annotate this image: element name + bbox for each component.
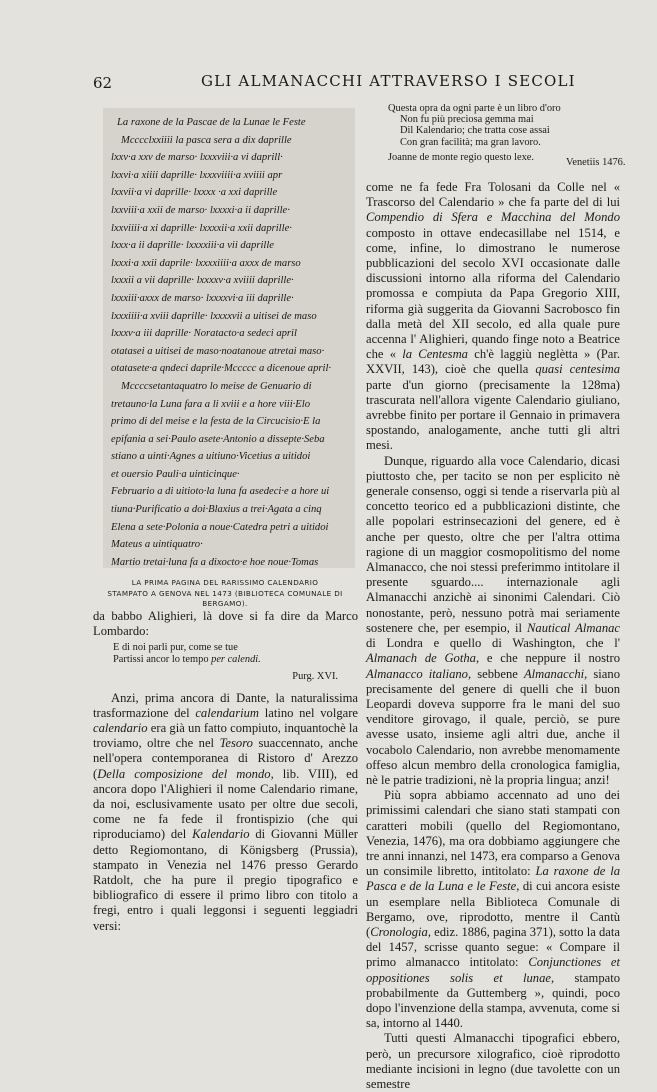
verse-line [113,654,358,666]
poem-line: Con gran facilità; ma gran lavoro. [400,136,541,148]
facsimile-line: lxxvi·a xiiii daprille· lxxxviiii·a xviiii apr [111,169,283,181]
facsimile-line: lxxxiii·axxx de marso· lxxxxvi·a iii daprille· [111,292,294,304]
caption-line: STAMPATO A GENOVA NEL 1473 (BIBLIOTECA COMUNALE DI BERGAMO). [107,588,343,608]
paragraph: come ne fa fede Fra Tolosani da Colle nel « Trascorso del Calendario » che fa parte del di lui Compendio di Sfera e Macchina del Mondo composto in ottave endecasillabe nel 1514, e come, infine, lo dimostrano le numerose pubblicazioni del secolo XVI occasionate dalle discussioni intorno alla riforma del Calendario promossa e compiuta da Papa Gregorio XIII, riforma già suggerita da Giovanni Sacrobosco fin dalla metà del XII secolo, ed alla quale pure accenna l' Alighieri, quando finge noto a Beatrice che « la Centesma ch'è laggiù neglètta » (Par. XXVII, 143), cioè che quella quasi centesima parte d'un giorno (precisamente la 128ma) trascurata nell'allora vigente Calendario giuliano, avrebbe finito per portare il Gennaio in primavera spostando, analogamente, anche tutti gli altri mesi. [366,180,621,453]
poem-line: Joanne de monte regio questo lexe. [388,151,535,163]
facsimile-line: Februario a di uitioto·la luna fa asedeci·e a hore ui [111,486,330,498]
facsimile-line: La raxone de la Pascae de la Lunae le Feste [117,117,306,128]
facsimile-line: lxxxv·a iii daprille· Noratacto·a sedeci april [111,328,297,340]
right-column [366,180,620,1092]
facsimile-line: lxxvii·a vi daprille· lxxxx ·a xxi daprille [111,187,278,199]
facsimile-line: stiano a uinti·Agnes a uitiuno·Vicetius a uitidoi [111,451,311,463]
facsimile-line: primo di del meise e la festa de la Circucisio·E la [111,416,321,428]
facsimile-line: tretauno·la Luna fara a li xviii e a hore viii·Elo [111,398,311,410]
facsimile-line: lxxviii·a xxii de marso· lxxxxi·a ii daprille· [111,204,290,216]
page-number: 62 [93,74,113,92]
facsimile-line: Mccccsetantaquatro lo meise de Genuario di [121,380,312,392]
verse-text-italic: per calendi. [211,654,261,666]
paragraph: Più sopra abbiamo accennato ad uno dei primissimi calendari che siano stati stampati con caratteri mobili (quello del Regiomontano, Venezia, 1476), ma ora dobbiamo aggiungere che tre anni innanzi, nel 1473, era comparso a Genova un consimile libretto, intitolato: La raxone de la Pasca e de la Luna e le Feste, di cui ancora esiste un esemplare nella Biblioteca Comunale di Bergamo, ove, riprodotto, mentre il Cantù (Cronologia, ediz. 1886, pagina 371), sotto la data del 1457, scrisse quanto segue: « Compare il primo almanacco intitolato: Conjunctiones et oppositiones solis et lunae, stampato probabilmente da Guttemberg », quindi, poco dopo l'invenzione della stampa, avvenuta, come si sa, intorno al 1440. [366,788,621,1031]
facsimile-line: lxxxiiii·a xviii daprille· lxxxxvii a uitisei de maso [111,310,317,322]
facsimile-line: Martio tretai·luna fa a dixocto·e hoe noue·Tomas [111,556,319,568]
verse-source: Purg. XVI. [292,671,338,683]
left-column [93,609,358,934]
poem-block [388,103,628,163]
facsimile-line: lxxx·a ii daprille· lxxxxiii·a vii daprille [111,240,274,252]
facsimile-line: lxxv·a xxv de marso· lxxxviii·a vi daprill· [111,152,283,164]
poem-line: Non fu più preciosa gemma mai [400,114,534,126]
facsimile-line: lxxxi·a xxii daprile· lxxxxiiii·a axxx de marso [111,257,301,269]
poem-line: Dil Kalendario; che tratta cose assai [400,125,550,137]
figure-caption [90,578,360,610]
facsimile-line: otatasei a uitisei de maso·noatanoue atretai maso· [111,345,325,357]
facsimile-line: et ouersio Pauli·a uinticinque· [111,468,240,480]
facsimile-line: epifania a sei·Paulo asete·Antonio a dissepte·Seba [111,433,325,445]
facsimile-line: Mcccclxxiiii la pasca sera a dix daprille [121,134,292,146]
verse-quote [113,642,358,666]
facsimile-line: tiuna·Purificatio a doi·Blaxius a trei·Agata a cinq [111,504,322,516]
poem-line: Questa opra da ogni parte è un libro d'oro [388,103,561,114]
paragraph: Anzi, prima ancora di Dante, la naturalissima trasformazione del calendarium latino nel volgare calendario era già un fatto compiuto, inquantochè la troviamo, oltre che nel Tesoro suaccennato, anche nell'opera contemporanea di Ristoro d' Arezzo (Della composizione del mondo, lib. VIII), ed ancora dopo l'Alighieri il nome Calendario rimane, da noi, esclusivamente usato per oltre due secoli, come ne fa fede il frontispizio (che qui riproduciamo) del Kalendario di Giovanni Müller detto Regiomontano, di Königsberg (Prussia), stampato in Venezia nel 1476 presso Gerardo Ratdolt, che ha pure il pregio tipografico e bibliografico di essere il primo libro con titolo a fregi, entro i quali leggonsi i seguenti leggiadri versi: [93,690,359,933]
facsimile-calendar-image [103,108,355,568]
facsimile-line: Elena a sete·Polonia a noue·Catedra petri a uitidoi [111,521,329,533]
paragraph: da babbo Alighieri, là dove si fa dire da Marco Lombardo: [93,609,358,639]
verse-text: Partissi ancor lo tempo [113,654,212,666]
facsimile-line: Mateus a uintiquatro· [111,539,203,551]
verse-line: E di noi parli pur, come se tue [113,642,238,654]
running-head: GLI ALMANACCHI ATTRAVERSO I SECOLI [201,72,576,90]
paragraph: Dunque, riguardo alla voce Calendario, dicasi piuttosto che, per tacito se non per esplicito nè generale consenso, oggi si tende a riservarla più al concetto teorico ed a pubblicazioni distinte, che alle popolari estrinsecazioni del genere, ed è anche per questo, oltre che per l'altra ottima ragione di un maggior cosmopolitismo del nome Almanacco, che noi stessi preferimmo intitolare il presente sguardo.... internazionale agli Almanacchi anzichè ai sinonimi Calendari. Ciò nonostante, però, nessuno potrà mai seriamente sostenere che, per esempio, il Nautical Almanac di Londra e quello di Washington, che l' Almanach de Gotha, e che neppure il nostro Almanacco italiano, sebbene Almanacchi, siano precisamente del genere di quelli che il buon Leopardi doveva supporre fra le mani del suo venditore girovago, il quale, perciò, se pure avesse usato, insieme agli altri due, anche il vocabolo Calendario, non avrebbe menomamente offeso alcun membro della cronologica famiglia, nè le patrie tradizioni, nè la propria lingua; anzi! [366,453,620,787]
facsimile-line: otatasete·a qndeci daprile·Mccccc a dicenoue april· [111,363,332,375]
poem-date: Venetiis 1476. [566,157,626,168]
facsimile-line: lxxviiii·a xi daprille· lxxxxii·a xxii daprille· [111,222,292,234]
paragraph: Tutti questi Almanacchi tipografici ebbero, però, un precursore xilografico, cioè riprodotto mediante incisioni in legno (due tavolette con un semestre [366,1031,620,1091]
caption-line: LA PRIMA PAGINA DEL RARISSIMO CALENDARIO [131,578,319,587]
facsimile-line: lxxxii a vii daprille· lxxxxv·a xviiii daprille· [111,275,294,287]
